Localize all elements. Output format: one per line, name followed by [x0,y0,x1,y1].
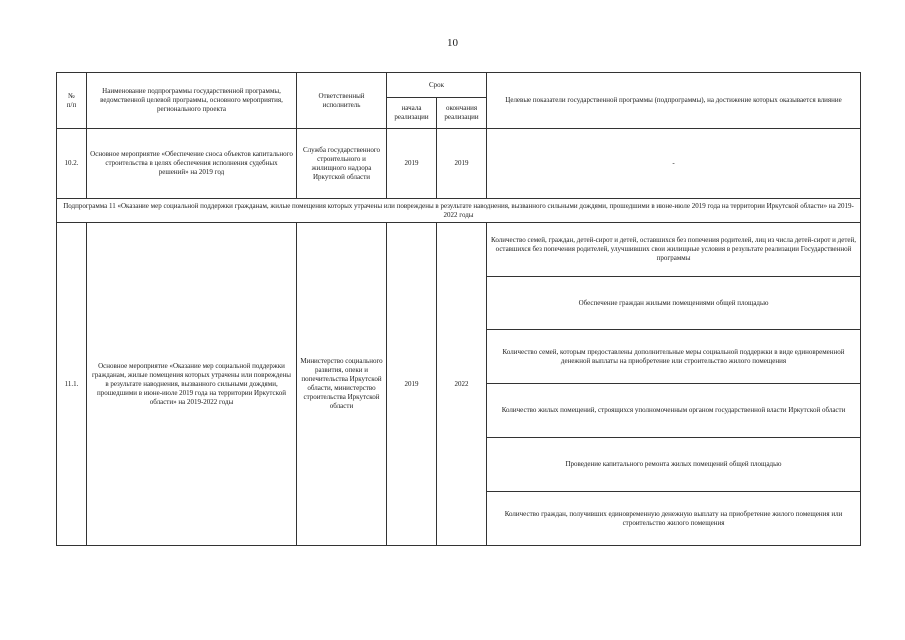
row-name: Основное мероприятие «Обеспечение сноса объектов капитального строительства в целях обеспечения исполнения судебных решений» на 2019 год [87,129,297,199]
subprogram-row [57,199,861,223]
indicator-cell: Обеспечение граждан жилыми помещениями общей площадью [487,277,861,330]
header-term: Срок [387,73,487,98]
header-end: окончания реализации [437,98,487,129]
row-num: 10.2. [57,129,87,199]
row-start: 2019 [387,129,437,199]
table-row [57,223,861,277]
indicator-cell: Количество граждан, получивших единовременную денежную выплату на приобретение жилого помещения или строительство жилого помещения [487,492,861,546]
header-name: Наименование подпрограммы государственной программы, ведомственной целевой программы, основного мероприятия, регионального проекта [87,73,297,129]
table-row [57,129,861,199]
program-table [56,72,861,546]
row-end: 2019 [437,129,487,199]
indicator-cell: Количество жилых помещений, строящихся уполномоченным органом государственной власти Иркутской области [487,384,861,438]
header-executor: Ответственный исполнитель [297,73,387,129]
row-indicator: - [487,129,861,199]
page-number: 10 [447,37,458,49]
header-row [57,73,861,98]
row-name: Основное мероприятие «Оказание мер социальной поддержки гражданам, жилые помещения которых утрачены или повреждены в результате наводнения, вызванного сильными дождями, прошедшими в июне-июле 2019 года на территории Иркутской области» на 2019-2022 годы [87,223,297,546]
indicator-cell: Количество семей, граждан, детей-сирот и детей, оставшихся без попечения родителей, лиц из числа детей-сирот и детей, оставшихся без попечения родителей, улучшивших свои жилищные условия в результате реализации Государственной программы [487,223,861,277]
row-start: 2019 [387,223,437,546]
header-start: начала реализации [387,98,437,129]
indicator-cell: Проведение капитального ремонта жилых помещений общей площадью [487,438,861,492]
row-num: 11.1. [57,223,87,546]
subprogram-title: Подпрограмма 11 «Оказание мер социальной поддержки гражданам, жилые помещения которых утрачены или повреждены в результате наводнения, вызванного сильными дождями, прошедшими в июне-июле 2019 года на территории Иркутской области» на 2019-2022 годы [57,199,861,223]
row-executor: Министерство социального развития, опеки и попечительства Иркутской области, министерство строительства Иркутской области [297,223,387,546]
header-num: № п/п [57,73,87,129]
indicator-cell: Количество семей, которым предоставлены дополнительные меры социальной поддержки в виде единовременной денежной выплаты на приобретение или строительство жилого помещения [487,330,861,384]
row-end: 2022 [437,223,487,546]
row-executor: Служба государственного строительного и жилищного надзора Иркутской области [297,129,387,199]
header-indicators: Целевые показатели государственной программы (подпрограммы), на достижение которых оказывается влияние [487,73,861,129]
